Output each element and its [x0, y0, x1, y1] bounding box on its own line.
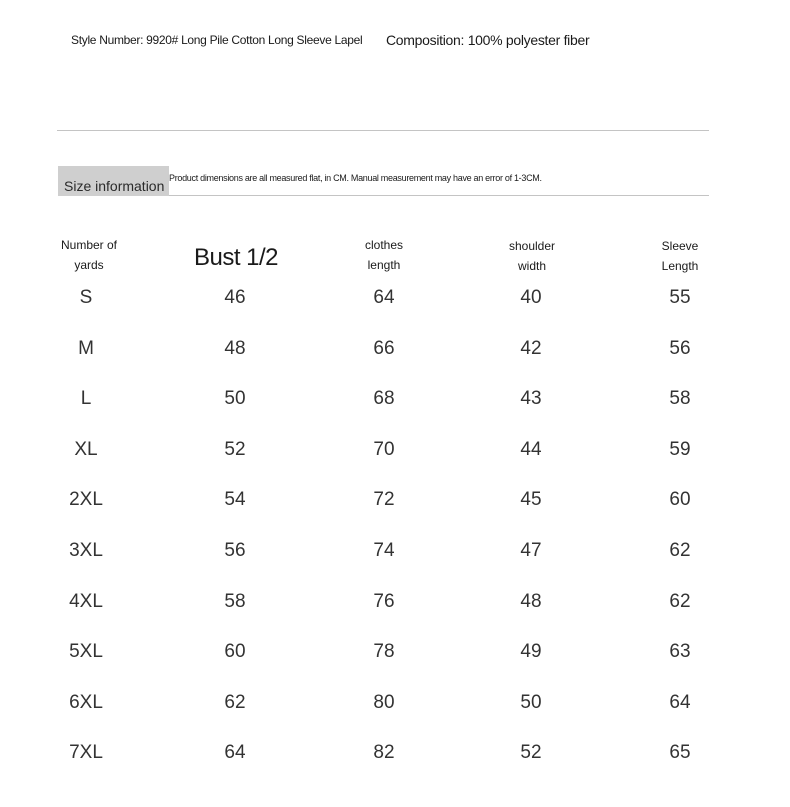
header-shoulder-width-line1: shoulder — [508, 239, 556, 253]
table-cell: 50 — [224, 388, 246, 410]
header-clothes-length-line2: length — [367, 258, 401, 272]
table-row — [0, 692, 790, 722]
table-cell: 62 — [224, 691, 246, 713]
table-row — [0, 489, 790, 519]
table-cell: 64 — [224, 742, 246, 764]
table-cell: 72 — [373, 489, 395, 511]
measurement-note: Product dimensions are all measured flat, in CM. Manual measurement may have an error of 1-3CM. — [169, 173, 542, 183]
size-info-label: Size information — [64, 178, 165, 194]
table-cell: 48 — [224, 337, 246, 359]
table-cell: 6XL — [69, 691, 103, 713]
table-cell: 5XL — [69, 641, 103, 663]
table-cell: 40 — [520, 287, 542, 308]
table-cell: 78 — [373, 641, 395, 663]
table-row — [0, 439, 790, 469]
header-sleeve-length — [662, 236, 699, 276]
table-row — [0, 338, 790, 368]
table-row — [0, 388, 790, 418]
table-cell: 74 — [373, 540, 395, 561]
header-clothes-length — [365, 235, 403, 275]
table-cell: 54 — [224, 489, 246, 511]
table-cell: 70 — [373, 438, 395, 460]
header-bust: Bust 1/2 — [193, 244, 279, 271]
table-cell: 3XL — [69, 540, 103, 561]
table-cell: 80 — [373, 691, 395, 713]
table-cell: S — [79, 287, 93, 308]
table-cell: M — [78, 337, 94, 359]
table-cell: 58 — [669, 388, 691, 410]
table-cell: 62 — [669, 590, 691, 612]
header-size-line1: Number of — [60, 238, 118, 252]
table-cell: 4XL — [69, 590, 103, 612]
table-cell: 56 — [669, 337, 691, 359]
table-cell: 82 — [373, 742, 395, 764]
header-sleeve-length-line1: Sleeve — [661, 239, 699, 253]
header-sleeve-length-line2: Length — [661, 259, 699, 273]
table-cell: 43 — [520, 388, 542, 410]
table-cell: 52 — [520, 742, 542, 764]
table-cell: 59 — [669, 438, 691, 460]
style-number: Style Number: 9920# Long Pile Cotton Long Sleeve Lapel — [71, 33, 363, 47]
table-row — [0, 591, 790, 621]
header-shoulder-width — [509, 236, 555, 276]
table-cell: 45 — [520, 489, 542, 511]
table-cell: 49 — [520, 641, 542, 663]
table-cell: L — [80, 388, 92, 410]
table-cell: 48 — [520, 590, 542, 612]
table-row — [0, 540, 790, 570]
table-cell: 55 — [669, 287, 691, 308]
table-row — [0, 641, 790, 671]
table-cell: 58 — [224, 590, 246, 612]
table-cell: 44 — [520, 438, 542, 460]
table-cell: 47 — [520, 540, 542, 561]
table-row — [0, 742, 790, 772]
composition: Composition: 100% polyester fiber — [386, 32, 590, 48]
table-cell: 42 — [520, 337, 542, 359]
table-cell: 65 — [669, 742, 691, 764]
divider — [169, 195, 709, 196]
table-cell: XL — [74, 438, 98, 460]
table-row — [0, 287, 790, 317]
header-size — [61, 235, 117, 275]
table-cell: 62 — [669, 540, 691, 561]
table-cell: 63 — [669, 641, 691, 663]
header-size-line2: yards — [74, 258, 104, 272]
table-cell: 64 — [669, 691, 691, 713]
table-cell: 60 — [669, 489, 691, 511]
table-cell: 68 — [373, 388, 395, 410]
table-cell: 66 — [373, 337, 395, 359]
table-cell: 76 — [373, 590, 395, 612]
table-cell: 46 — [224, 287, 246, 308]
table-cell: 60 — [224, 641, 246, 663]
table-cell: 52 — [224, 438, 246, 460]
divider — [57, 130, 709, 131]
header-clothes-length-line1: clothes — [364, 238, 404, 252]
table-cell: 64 — [373, 287, 395, 308]
table-cell: 50 — [520, 691, 542, 713]
table-cell: 56 — [224, 540, 246, 561]
table-cell: 2XL — [69, 489, 103, 511]
table-cell: 7XL — [69, 742, 103, 764]
header-shoulder-width-line2: width — [517, 259, 546, 273]
